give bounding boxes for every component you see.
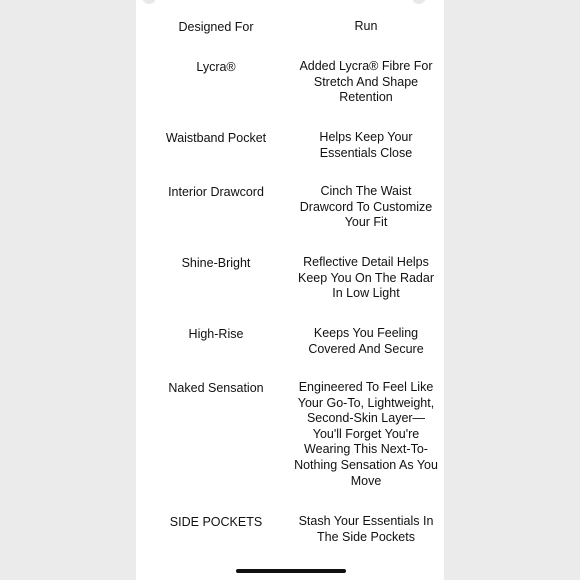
spec-feature-label: Lycra® — [196, 60, 236, 74]
home-indicator[interactable] — [236, 569, 346, 573]
partial-icon — [412, 0, 426, 4]
spec-description: Keeps You Feeling Covered And Secure — [308, 326, 424, 356]
spec-description: Cinch The Waist Drawcord To Customize Your Fit — [299, 184, 433, 230]
partial-icon — [142, 0, 156, 4]
spec-feature-label: Naked Sensation — [168, 381, 264, 395]
spec-description: Added Lycra® Fibre For Stretch And Shape Retention — [299, 59, 433, 105]
spec-feature-label: Waistband Pocket — [165, 131, 267, 145]
spec-feature-label: Shine-Bright — [181, 256, 251, 270]
spec-feature-label: SIDE POCKETS — [169, 515, 263, 529]
spec-description: Reflective Detail Helps Keep You On The Radar In Low Light — [298, 255, 434, 301]
spec-description: Engineered To Feel Like Your Go-To, Lightweight, Second-Skin Layer— You'll Forget You're Wearing This Next-To- Nothing Sensation As You Move — [294, 380, 438, 488]
spec-description: Run — [354, 19, 378, 33]
spec-sheet-screen — [136, 0, 444, 580]
spec-description: Stash Your Essentials In The Side Pockets — [298, 514, 434, 544]
spec-feature-label: Designed For — [178, 20, 254, 34]
spec-description: Helps Keep Your Essentials Close — [319, 130, 413, 160]
spec-feature-label: High-Rise — [188, 327, 244, 341]
spec-feature-label: Interior Drawcord — [168, 185, 264, 199]
